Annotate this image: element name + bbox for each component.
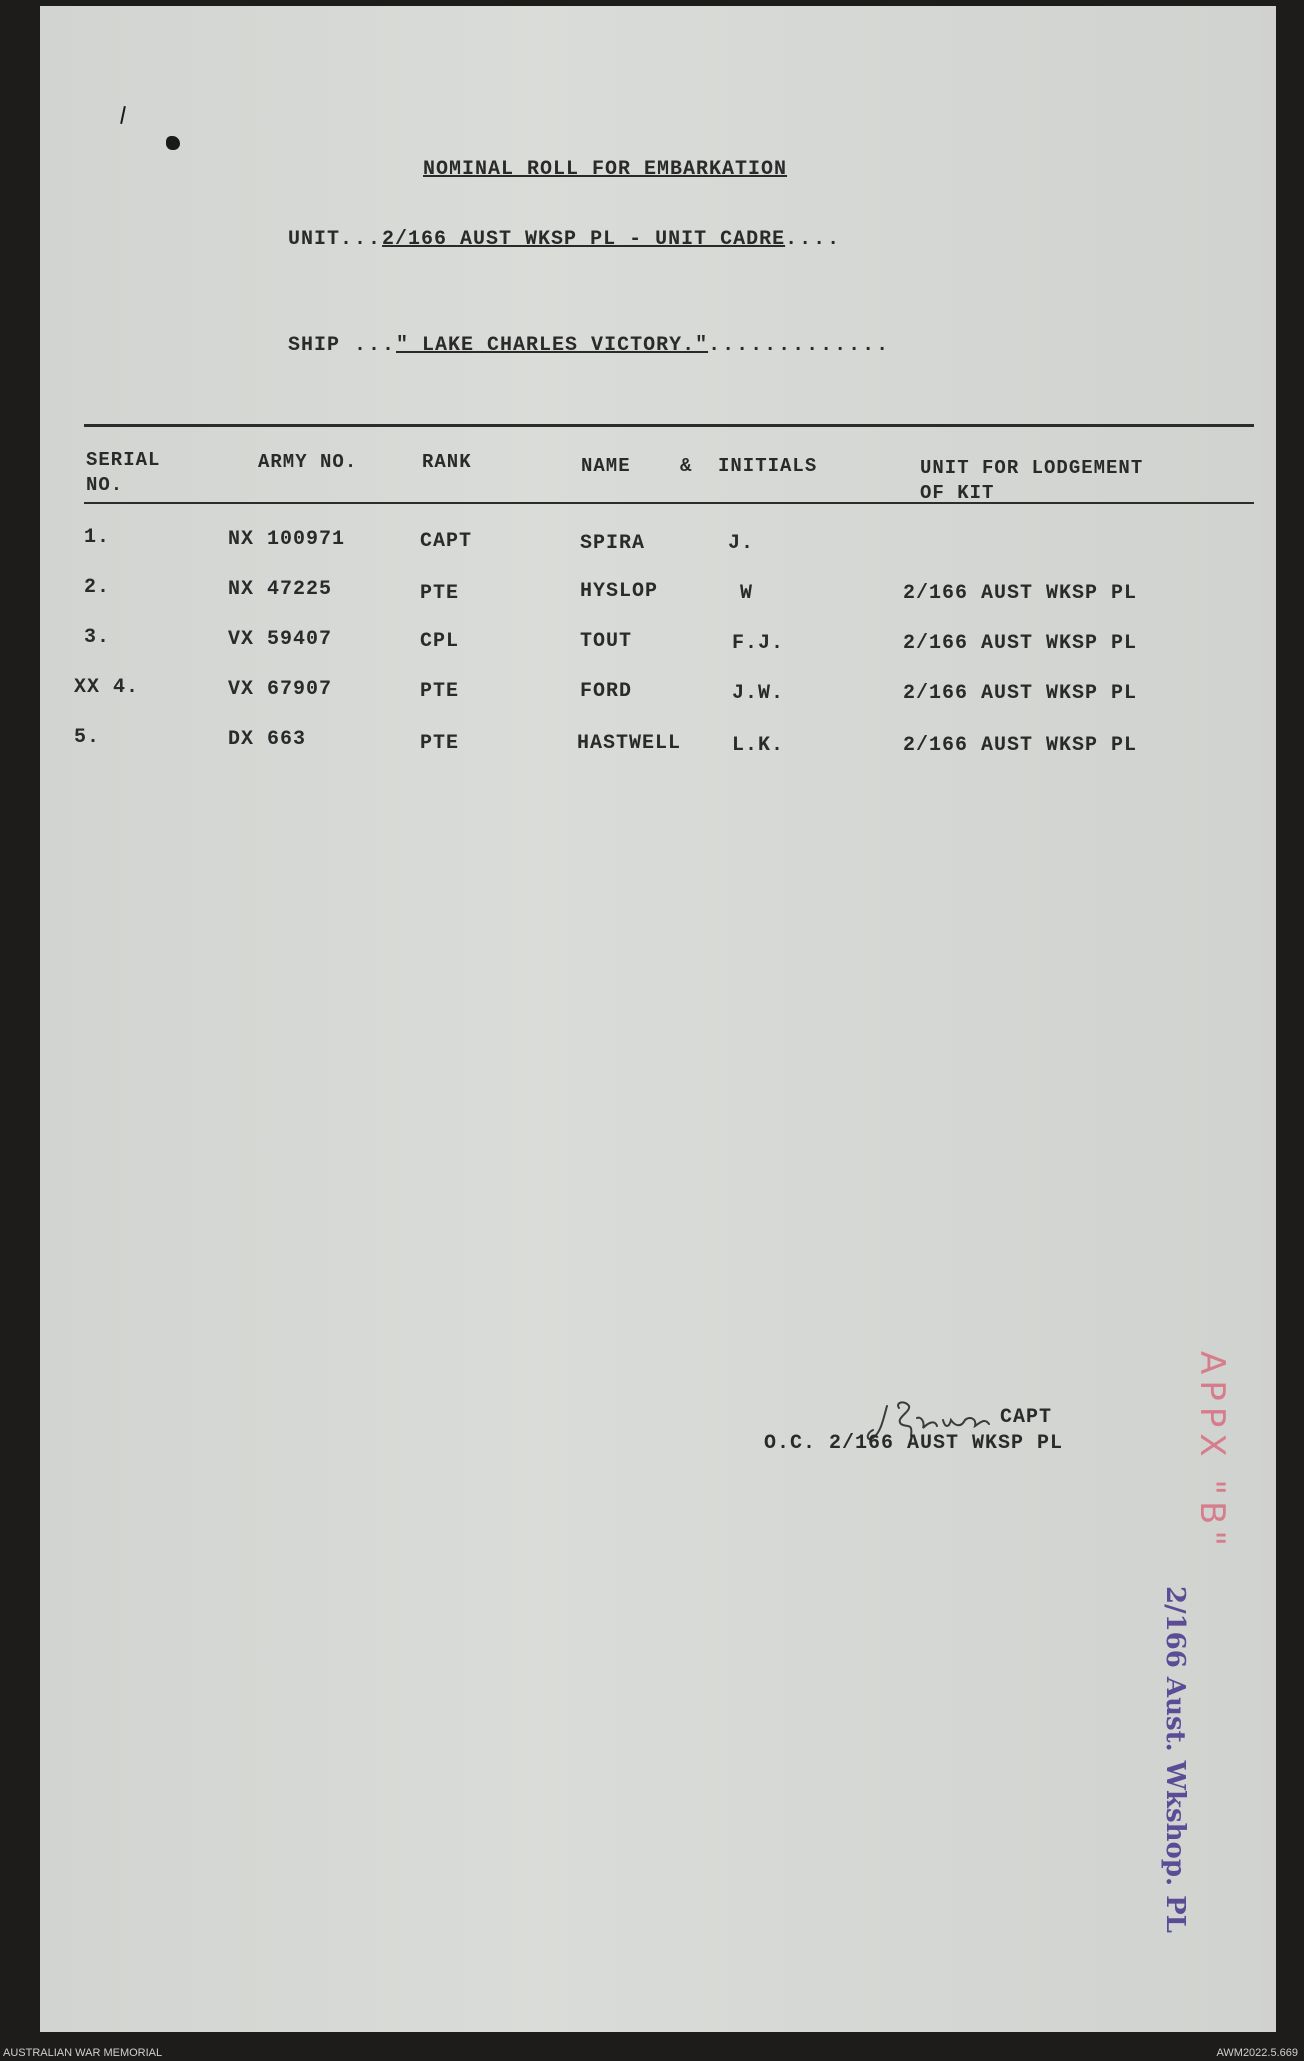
pencil-annotation: APPX "B" — [1192, 1351, 1232, 1552]
cell-rank: PTE — [420, 732, 460, 755]
cell-rank: PTE — [420, 582, 460, 605]
punch-mark — [166, 136, 180, 150]
header-ampersand: & — [680, 455, 693, 477]
cell-name: SPIRA — [580, 532, 646, 555]
cell-serial: 3. — [84, 626, 111, 649]
pen-stroke-mark — [120, 106, 126, 124]
cell-serial: 1. — [84, 526, 111, 549]
cell-name: FORD — [580, 680, 633, 703]
cell-unit: 2/166 AUST WKSP PL — [903, 682, 1138, 705]
unit-label: UNIT — [288, 228, 341, 251]
table-top-rule — [84, 424, 1254, 427]
header-serial: SERIAL NO. — [86, 449, 161, 496]
cell-army-no: DX 663 — [228, 728, 307, 751]
cell-rank: CAPT — [420, 530, 473, 553]
cell-name: HASTWELL — [577, 732, 682, 755]
cell-unit: 2/166 AUST WKSP PL — [903, 734, 1138, 757]
header-name: NAME — [581, 455, 631, 477]
header-initials: INITIALS — [718, 455, 818, 477]
cell-initials: F.J. — [732, 632, 785, 655]
unit-value: 2/166 AUST WKSP PL - UNIT CADRE — [382, 228, 786, 251]
signature-title-line: O.C. 2/166 AUST WKSP PL — [764, 1432, 1064, 1455]
cell-name: TOUT — [580, 630, 633, 653]
cell-army-no: NX 100971 — [228, 528, 346, 551]
cell-initials: J. — [728, 532, 755, 555]
footer-reference: AWM2022.5.669 — [1216, 2047, 1298, 2059]
unit-stamp: 2/166 Aust. Wkshop. PL — [1160, 1586, 1190, 1933]
cell-name: HYSLOP — [580, 580, 659, 603]
header-unit-lodgement: UNIT FOR LODGEMENT OF KIT — [920, 457, 1144, 504]
cell-initials: L.K. — [732, 734, 785, 757]
cell-army-no: NX 47225 — [228, 578, 333, 601]
cell-rank: PTE — [420, 680, 460, 703]
cell-serial: 5. — [74, 726, 101, 749]
cell-army-no: VX 67907 — [228, 678, 333, 701]
cell-army-no: VX 59407 — [228, 628, 333, 651]
document-page — [40, 6, 1276, 2032]
document-title: NOMINAL ROLL FOR EMBARKATION — [423, 158, 788, 181]
footer-source: AUSTRALIAN WAR MEMORIAL — [3, 2047, 163, 2059]
cell-unit: 2/166 AUST WKSP PL — [903, 582, 1138, 605]
cell-unit: 2/166 AUST WKSP PL — [903, 632, 1138, 655]
header-rank: RANK — [422, 451, 472, 473]
cell-rank: CPL — [420, 630, 460, 653]
signature-rank: CAPT — [1000, 1406, 1053, 1429]
cell-initials: J.W. — [732, 682, 785, 705]
header-army-no: ARMY NO. — [258, 451, 358, 473]
cell-serial: XX 4. — [74, 676, 140, 699]
ship-value: " LAKE CHARLES VICTORY." — [396, 334, 709, 357]
ship-label: SHIP — [288, 334, 341, 357]
ship-line: SHIP ..." LAKE CHARLES VICTORY."............. — [288, 334, 891, 357]
cell-serial: 2. — [84, 576, 111, 599]
cell-initials: W — [740, 582, 754, 605]
unit-line: UNIT...2/166 AUST WKSP PL - UNIT CADRE.... — [288, 228, 842, 251]
